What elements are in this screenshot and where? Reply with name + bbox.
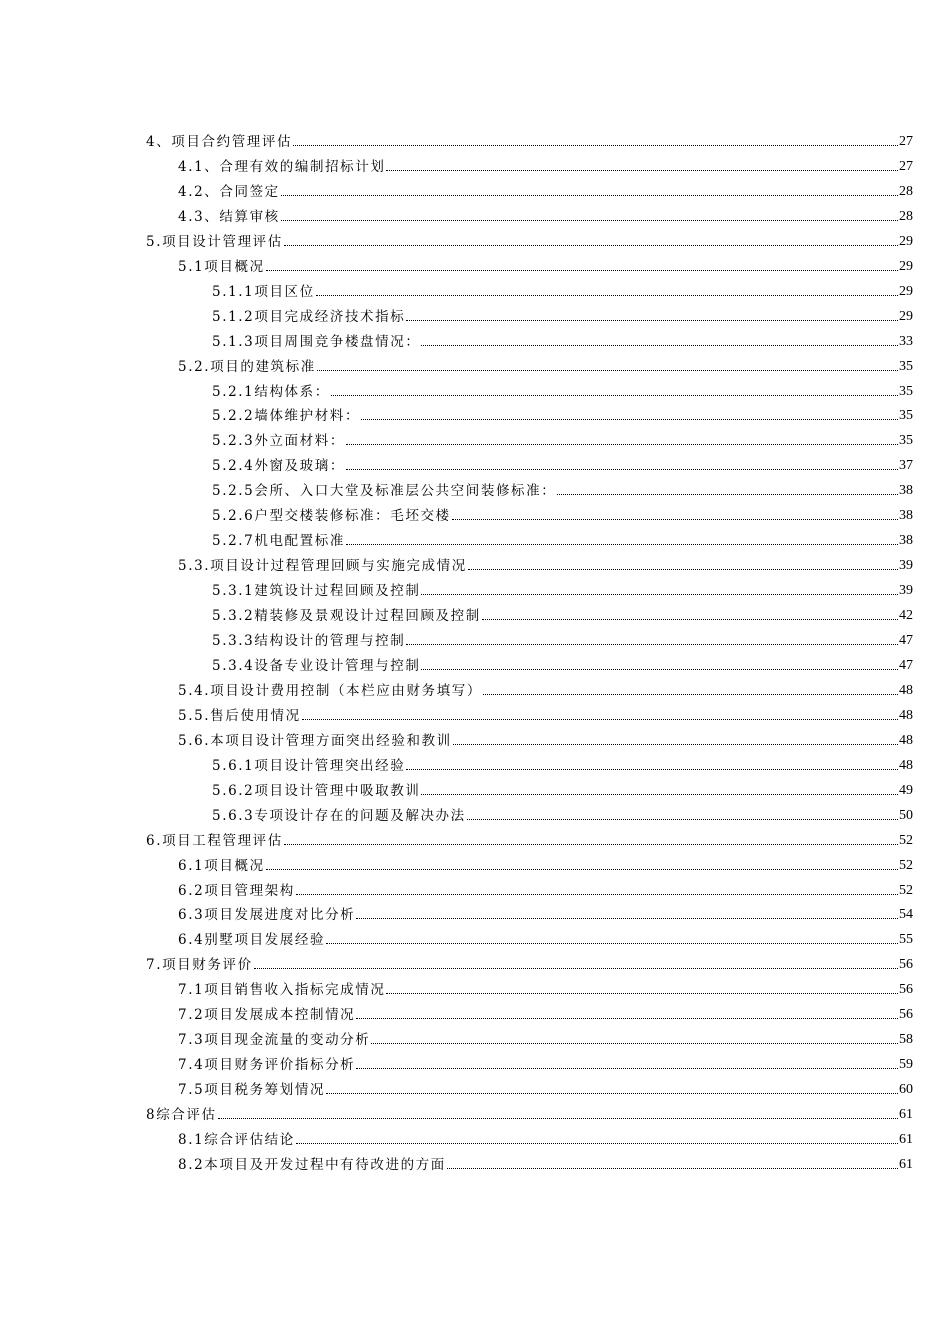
toc-page-number: 48: [899, 682, 913, 698]
toc-page-number: 58: [899, 1032, 913, 1048]
dot-leader: [281, 194, 898, 196]
toc-entry-title: 5.2.6户型交楼装修标准：毛坯交楼: [212, 508, 451, 525]
toc-entry-level-3[interactable]: [212, 500, 913, 524]
toc-page-number: 29: [899, 233, 913, 249]
toc-entry-level-3[interactable]: [212, 525, 913, 549]
dot-leader: [296, 1142, 898, 1144]
toc-page-number: 52: [899, 882, 913, 898]
toc-entry-level-2[interactable]: [178, 974, 913, 998]
toc-entry-title: 8综合评估: [146, 1107, 217, 1124]
toc-entry-level-2[interactable]: [178, 251, 913, 275]
dot-leader: [483, 693, 898, 695]
dot-leader: [326, 942, 898, 944]
toc-page-number: 38: [899, 508, 913, 524]
toc-entry-title: 5.2.2墙体维护材料：: [212, 408, 361, 425]
toc-entry-title: 5.2.4外窗及玻璃：: [212, 458, 345, 475]
toc-entry-level-2[interactable]: [178, 1149, 913, 1173]
toc-entry-title: 8.2本项目及开发过程中有待改进的方面: [178, 1156, 446, 1173]
toc-entry-level-2[interactable]: [178, 899, 913, 923]
dot-leader: [406, 643, 898, 645]
toc-entry-level-2[interactable]: [178, 1124, 913, 1148]
toc-entry-level-3[interactable]: [212, 450, 913, 474]
toc-page-number: 29: [899, 258, 913, 274]
toc-entry-title: 5.3.2精装修及景观设计过程回顾及控制: [212, 608, 481, 625]
dot-leader: [266, 868, 898, 870]
dot-leader: [317, 369, 898, 371]
toc-entry-title: 5.3.3结构设计的管理与控制: [212, 633, 406, 649]
toc-entry-title: 7.1项目销售收入指标完成情况: [178, 982, 386, 999]
toc-entry-level-2[interactable]: [178, 550, 913, 574]
toc-entry-level-2[interactable]: [178, 1049, 913, 1073]
toc-page-number: 42: [899, 608, 913, 624]
toc-entry-level-3[interactable]: [212, 400, 913, 424]
toc-page-number: 28: [899, 208, 913, 224]
dot-leader: [468, 568, 898, 570]
toc-entry-level-2[interactable]: [178, 700, 913, 724]
dot-leader: [361, 418, 898, 420]
toc-page-number: 48: [899, 757, 913, 773]
dot-leader: [331, 394, 898, 396]
toc-page-number: 35: [899, 383, 913, 399]
toc-entry-title: 6.2项目管理架构: [178, 882, 295, 899]
toc-page-number: 27: [899, 158, 913, 174]
dot-leader: [296, 893, 898, 895]
toc-entry-title: 4.2、合同签定: [178, 183, 280, 200]
toc-page-number: 50: [899, 807, 913, 823]
dot-leader: [316, 294, 898, 296]
toc-page-number: 47: [899, 633, 913, 648]
toc-entry-title: 4.1、合理有效的编制招标计划: [178, 158, 386, 175]
dot-leader: [421, 593, 898, 595]
toc-entry-level-2[interactable]: [178, 1074, 913, 1098]
dot-leader: [467, 818, 898, 820]
dot-leader: [218, 1117, 898, 1119]
dot-leader: [447, 1167, 898, 1169]
toc-entry-level-3[interactable]: [212, 276, 913, 300]
toc-entry-level-3[interactable]: [212, 301, 913, 325]
dot-leader: [346, 543, 898, 545]
toc-page-number: 35: [899, 408, 913, 424]
toc-entry-level-2[interactable]: [178, 151, 913, 175]
toc-entry-title: 5.3.项目设计过程管理回顾与实施完成情况: [178, 558, 467, 575]
toc-entry-title: 5.2.3外立面材料：: [212, 433, 345, 450]
toc-page-number: 47: [899, 657, 913, 673]
toc-entry-title: 5.1.1项目区位: [212, 283, 315, 300]
toc-entry-level-2[interactable]: [178, 176, 913, 200]
toc-page-number: 61: [899, 1156, 913, 1172]
toc-entry-title: 5.3.4设备专业设计管理与控制: [212, 657, 421, 674]
dot-leader: [356, 917, 898, 919]
toc-entry-level-1[interactable]: [146, 825, 913, 849]
toc-entry-title: 5.2.5会所、入口大堂及标准层公共空间装修标准：: [212, 483, 557, 500]
toc-page-number: 29: [899, 308, 913, 324]
toc-entry-level-3[interactable]: [212, 625, 913, 649]
toc-entry-level-3[interactable]: [212, 575, 913, 599]
toc-page-number: 52: [899, 832, 913, 848]
toc-entry-title: 5.2.项目的建筑标准: [178, 358, 316, 375]
toc-page-number: 38: [899, 533, 913, 549]
dot-leader: [266, 269, 898, 271]
dot-leader: [421, 668, 898, 670]
toc-page-number: 38: [899, 483, 913, 499]
toc-entry-title: 7.2项目发展成本控制情况: [178, 1007, 356, 1024]
toc-page-number: 35: [899, 433, 913, 449]
toc-page-number: 48: [899, 732, 913, 748]
toc-entry-level-3[interactable]: [212, 376, 913, 400]
dot-leader: [356, 1067, 898, 1069]
dot-leader: [281, 219, 898, 221]
toc-entry-level-2[interactable]: [178, 351, 913, 375]
dot-leader: [406, 768, 898, 770]
toc-entry-level-1[interactable]: [146, 126, 913, 150]
toc-entry-level-3[interactable]: [212, 775, 913, 799]
toc-entry-title: 5.2.1结构体系：: [212, 383, 330, 400]
toc-entry-level-2[interactable]: [178, 875, 913, 899]
toc-page-number: 48: [899, 707, 913, 723]
toc-entry-title: 8.1综合评估结论: [178, 1132, 295, 1148]
dot-leader: [406, 319, 898, 321]
toc-entry-title: 5.5.售后使用情况: [178, 707, 301, 724]
toc-entry-title: 5.2.7机电配置标准: [212, 533, 345, 550]
dot-leader: [356, 1017, 898, 1019]
toc-entry-level-3[interactable]: [212, 326, 913, 350]
toc-page-number: 55: [899, 932, 913, 948]
toc-entry-title: 5.项目设计管理评估: [146, 233, 283, 250]
toc-entry-title: 5.3.1建筑设计过程回顾及控制: [212, 583, 421, 600]
toc-entry-title: 5.1项目概况: [178, 258, 265, 275]
toc-entry-level-2[interactable]: [178, 1024, 913, 1048]
toc-page-number: 56: [899, 1007, 913, 1023]
toc-entry-title: 6.项目工程管理评估: [146, 832, 283, 849]
toc-entry-level-2[interactable]: [178, 675, 913, 699]
toc-entry-title: 5.1.3项目周围竞争楼盘情况：: [212, 333, 421, 350]
toc-page-number: 52: [899, 857, 913, 873]
toc-page-number: 28: [899, 183, 913, 199]
toc-page-number: 37: [899, 458, 913, 474]
toc-entry-title: 5.6.1项目设计管理突出经验: [212, 757, 406, 774]
dot-leader: [371, 1042, 898, 1044]
toc-page-number: 60: [899, 1082, 913, 1098]
toc-entry-level-2[interactable]: [178, 924, 913, 948]
dot-leader: [326, 1092, 898, 1094]
toc-entry-title: 4.3、结算审核: [178, 208, 280, 225]
toc-entry-level-2[interactable]: [178, 201, 913, 225]
toc-page-number: 35: [899, 358, 913, 374]
dot-leader: [386, 169, 898, 171]
toc-page-number: 27: [899, 134, 913, 149]
toc-entry-level-2[interactable]: [178, 850, 913, 874]
toc-entry-level-3[interactable]: [212, 600, 913, 624]
toc-page-number: 29: [899, 283, 913, 299]
dot-leader: [293, 144, 898, 146]
toc-page-number: 56: [899, 957, 913, 973]
dot-leader: [346, 443, 898, 445]
toc-entry-title: 6.4别墅项目发展经验: [178, 932, 326, 949]
toc-entry-title: 7.3项目现金流量的变动分析: [178, 1032, 371, 1049]
toc-entry-level-1[interactable]: [146, 226, 913, 250]
toc-entry-level-2[interactable]: [178, 999, 913, 1023]
toc-entry-title: 6.1项目概况: [178, 857, 265, 874]
toc-entry-title: 5.1.2项目完成经济技术指标: [212, 308, 406, 325]
toc-page-number: 61: [899, 1107, 913, 1123]
toc-entry-title: 7.4项目财务评价指标分析: [178, 1057, 356, 1074]
toc-page-number: 39: [899, 558, 913, 574]
dot-leader: [346, 468, 898, 470]
toc-entry-level-2[interactable]: [178, 725, 913, 749]
toc-entry-title: 5.6.本项目设计管理方面突出经验和教训: [178, 732, 452, 749]
toc-entry-title: 5.4.项目设计费用控制（本栏应由财务填写）: [178, 682, 482, 699]
dot-leader: [482, 618, 898, 620]
dot-leader: [453, 743, 898, 745]
dot-leader: [452, 518, 898, 520]
toc-page-number: 39: [899, 583, 913, 599]
toc-page-number: 59: [899, 1057, 913, 1073]
dot-leader: [386, 992, 898, 994]
toc-page-number: 49: [899, 782, 913, 798]
toc-entry-level-3[interactable]: [212, 475, 913, 499]
dot-leader: [254, 967, 898, 969]
toc-page-number: 61: [899, 1132, 913, 1147]
toc-entry-level-1[interactable]: [146, 1099, 913, 1123]
toc-entry-title: 5.6.2项目设计管理中吸取教训: [212, 782, 421, 799]
toc-entry-level-3[interactable]: [212, 650, 913, 674]
dot-leader: [421, 344, 898, 346]
toc-page-number: 56: [899, 982, 913, 998]
dot-leader: [284, 244, 898, 246]
toc-entry-title: 6.3项目发展进度对比分析: [178, 907, 356, 924]
toc-page-number: 54: [899, 907, 913, 923]
toc-entry-level-1[interactable]: [146, 949, 913, 973]
dot-leader: [421, 793, 898, 795]
dot-leader: [284, 843, 898, 845]
toc-entry-title: 7.项目财务评价: [146, 957, 253, 974]
toc-entry-level-3[interactable]: [212, 800, 913, 824]
dot-leader: [557, 493, 898, 495]
toc-entry-level-3[interactable]: [212, 425, 913, 449]
dot-leader: [302, 718, 898, 720]
toc-page-number: 33: [899, 333, 913, 349]
toc-entry-title: 4、项目合约管理评估: [146, 134, 293, 150]
toc-entry-title: 7.5项目税务筹划情况: [178, 1082, 326, 1099]
toc-entry-title: 5.6.3专项设计存在的问题及解决办法: [212, 807, 466, 824]
toc-entry-level-3[interactable]: [212, 750, 913, 774]
